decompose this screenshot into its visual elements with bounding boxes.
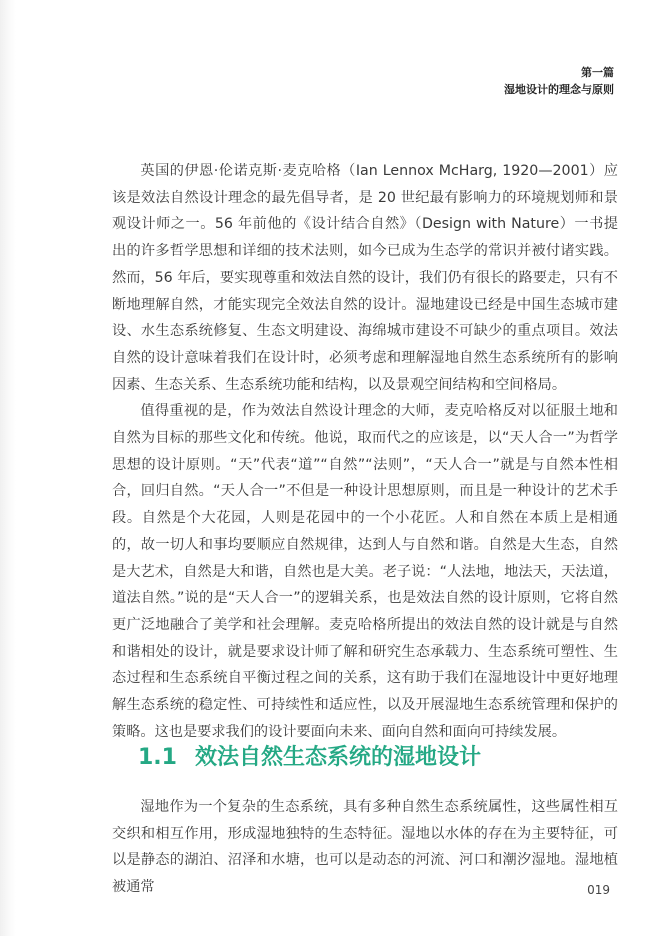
section-paragraph-1: 湿地作为一个复杂的生态系统，具有多种自然生态系统属性，这些属性相互交织和相互作用，形成湿地独特的生态特征。湿地以水体的存在为主要特征，可以是静态的湖泊、沼泽和水塘，也可以是动态的河流、河口和潮汐湿地。湿地植被通常 [112, 799, 618, 896]
part-label: 第一篇 [581, 66, 614, 79]
part-title: 湿地设计的理念与原则 [504, 83, 614, 96]
page-gutter-shadow [0, 0, 16, 936]
section-number: 1.1 [138, 745, 177, 770]
section-body-text [112, 794, 618, 901]
section-title: 效法自然生态系统的湿地设计 [194, 745, 481, 770]
paragraph-2: 值得重视的是，作为效法自然设计理念的大师，麦克哈格反对以征服土地和自然为目标的那些文化和传统。他说，取而代之的应该是，以“天人合一”为哲学思想的设计原则。“天”代表“道”“自然”“法则”，“天人合一”就是与自然本性相合，回归自然。“天人合一”不但是一种设计思想原则，而且是一种设计的艺术手段。自然是个大花园，人则是花园中的一个小花匠。人和自然在本质上是相通的，故一切人和事均要顺应自然规律，达到人与自然和谐。自然是大生态，自然是大艺术，自然是大和谐，自然也是大美。老子说：“人法地，地法天，天法道，道法自然。”说的是“天人合一”的逻辑关系，也是效法自然的设计原则，它将自然更广泛地融合了美学和社会理解。麦克哈格所提出的效法自然的设计就是与自然和谐相处的设计，就是要求设计师了解和研究生态承载力、生态系统可塑性、生态过程和生态系统自平衡过程之间的关系，这有助于我们在湿地设计中更好地理解生态系统的稳定性、可持续性和适应性，以及开展湿地生态系统管理和保护的策略。这也是要求我们的设计要面向未来、面向自然和面向可持续发展。 [112, 403, 618, 740]
paragraph-1: 英国的伊恩·伦诺克斯·麦克哈格（Ian Lennox McHarg, 1920—2001）应该是效法自然设计理念的最先倡导者，是 20 世纪最有影响力的环境规划师和景观设计师之一。56 年前他的《设计结合自然》（Design with Nature）一书提出的许多哲学思想和详细的技术法则，如今已成为生态学的常识并被付诸实践。然而，56 年后，要实现尊重和效法自然的设计，我们仍有很长的路要走，只有不断地理解自然，才能实现完全效法自然的设计。湿地建设已经是中国生态城市建设、水生态系统修复、生态文明建设、海绵城市建设不可缺少的重点项目。效法自然的设计意味着我们在设计时，必须考虑和理解湿地自然生态系统所有的影响因素、生态关系、生态系统功能和结构，以及景观空间结构和空间格局。 [112, 163, 618, 393]
section-heading [138, 740, 481, 771]
page-number: 019 [587, 883, 610, 897]
running-header [504, 64, 614, 98]
body-text [112, 158, 618, 745]
